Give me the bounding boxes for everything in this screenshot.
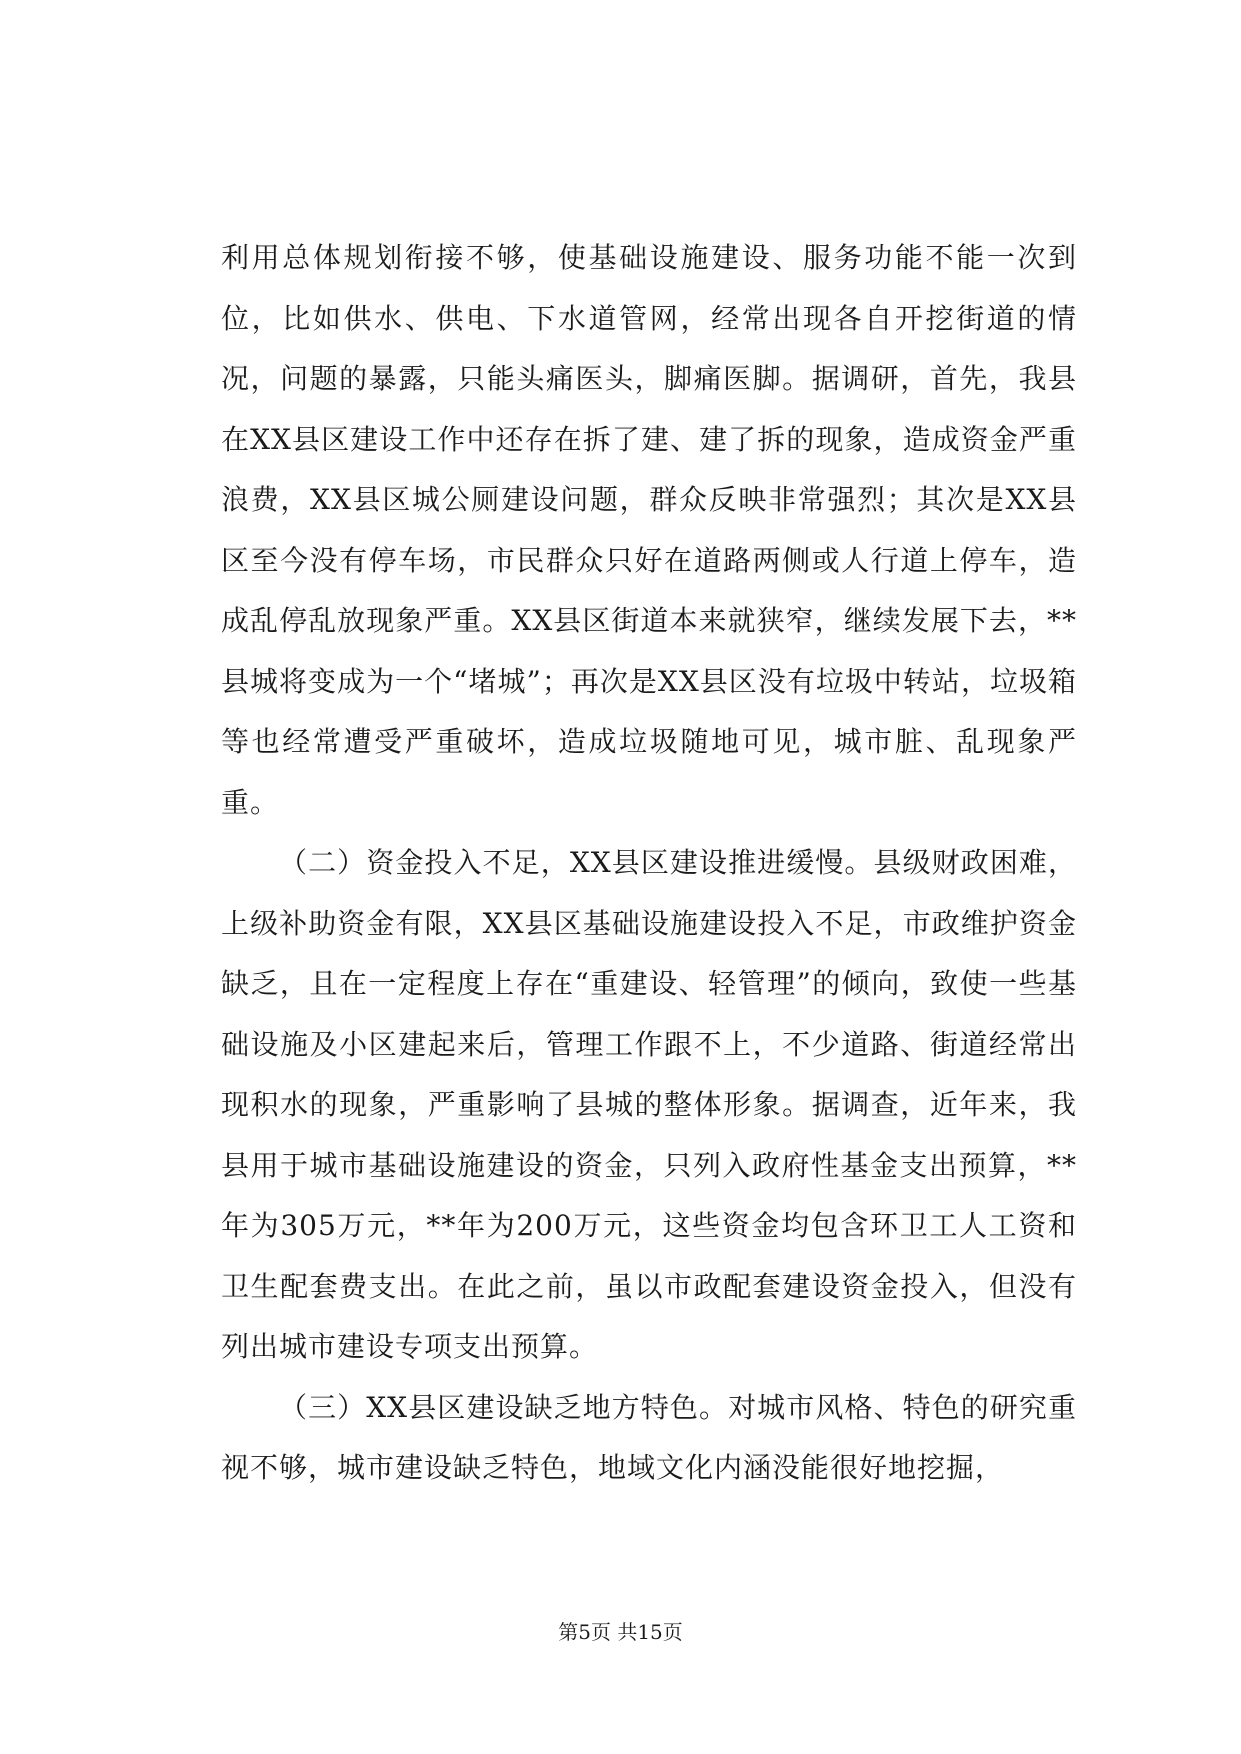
paragraph-section-3: （三）XX县区建设缺乏地方特色。对城市风格、特色的研究重视不够，城市建设缺乏特色，地域文化内涵没能很好地挖掘，	[221, 1390, 1077, 1484]
document-body	[221, 228, 1077, 1499]
page-footer: 第5页 共15页	[558, 1620, 683, 1644]
paragraph-section-2: （二）资金投入不足，XX县区建设推进缓慢。县级财政困难，上级补助资金有限，XX县区基础设施建设投入不足，市政维护资金缺乏，且在一定程度上存在“重建设、轻管理”的倾向，致使一些基础设施及小区建起来后，管理工作跟不上，不少道路、街道经常出现积水的现象，严重影响了县城的整体形象。据调查，近年来，我县用于城市基础设施建设的资金，只列入政府性基金支出预算，**年为305万元，**年为200万元，这些资金均包含环卫工人工资和卫生配套费支出。在此之前，虽以市政配套建设资金投入，但没有列出城市建设专项支出预算。	[221, 846, 1077, 1363]
paragraph-continuation: 利用总体规划衔接不够，使基础设施建设、服务功能不能一次到位，比如供水、供电、下水道管网，经常出现各自开挖街道的情况，问题的暴露，只能头痛医头，脚痛医脚。据调研，首先，我县在XX县区建设工作中还存在拆了建、建了拆的现象，造成资金严重浪费，XX县区城公厕建设问题，群众反映非常强烈；其次是XX县区至今没有停车场，市民群众只好在道路两侧或人行道上停车，造成乱停乱放现象严重。XX县区街道本来就狭窄，继续发展下去，**县城将变成为一个“堵城”；再次是XX县区没有垃圾中转站，垃圾箱等也经常遭受严重破坏，造成垃圾随地可见，城市脏、乱现象严重。	[221, 241, 1077, 819]
